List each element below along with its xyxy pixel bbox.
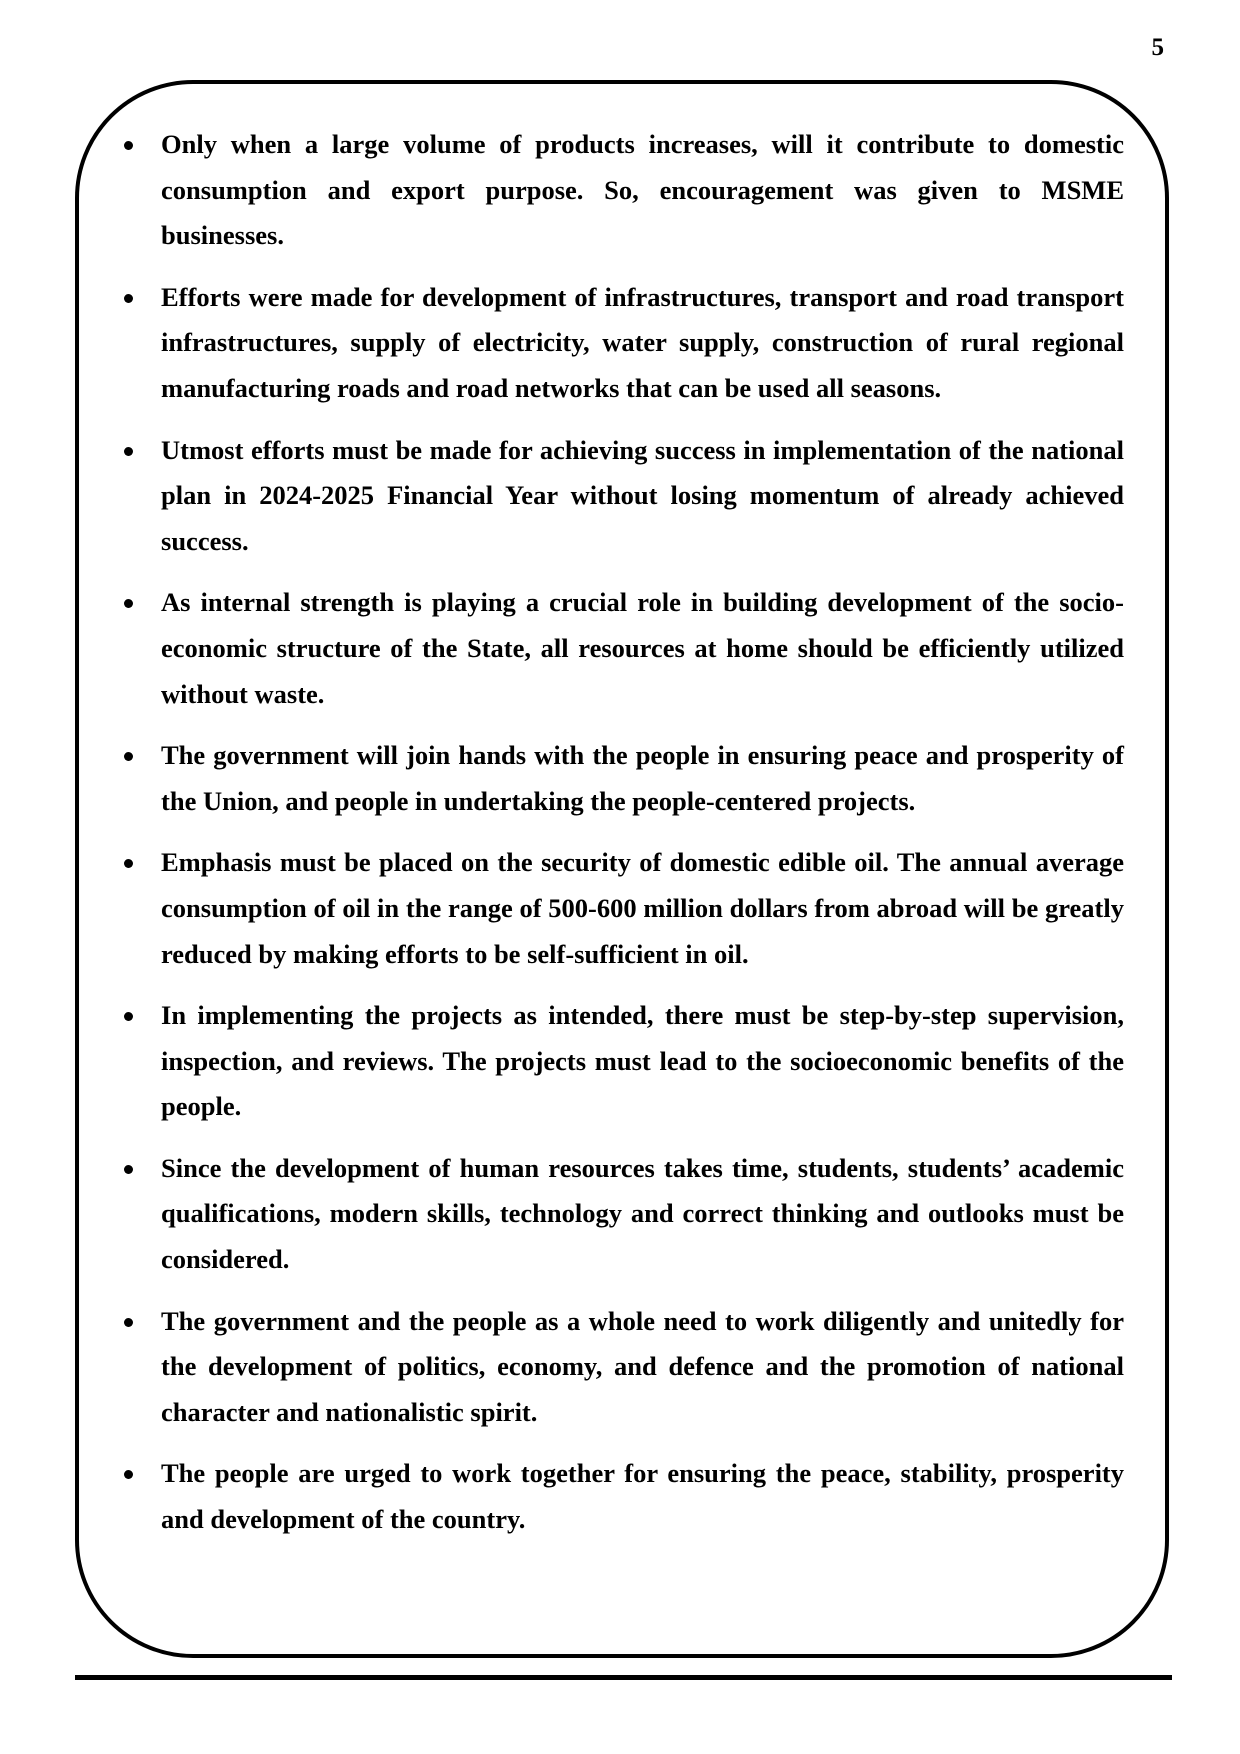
list-item <box>120 428 1124 565</box>
bullet-text: Utmost efforts must be made for achieving success in implementation of the national plan in 2024-2025 Financial Year without losing momentum of already achieved success. <box>161 434 1124 556</box>
bullet-text: The people are urged to work together for ensuring the peace, stability, prosperity and development of the country. <box>161 1458 1124 1535</box>
list-item <box>120 122 1124 259</box>
list-item <box>120 1299 1124 1436</box>
bullet-icon <box>124 1165 133 1174</box>
bullet-text: Since the development of human resources takes time, students, students’ academic qualifications, modern skills, technology and correct thinking and outlooks must be considered. <box>161 1152 1124 1275</box>
list-item <box>120 580 1124 717</box>
bullet-text: As internal strength is playing a crucial role in building development of the socio-economic structure of the State, all resources at home should be efficiently utilized without waste. <box>161 587 1124 709</box>
bullet-icon <box>124 1318 133 1327</box>
page-number: 5 <box>1151 34 1164 61</box>
bullet-text: Efforts were made for development of infrastructures, transport and road transport infrastructures, supply of electricity, water supply, construction of rural regional manufacturing roads and road networks that can be used all seasons. <box>161 281 1124 403</box>
bullet-icon <box>124 447 133 456</box>
list-item <box>120 1146 1124 1283</box>
bullet-text: In implementing the projects as intended, there must be step-by-step supervision, inspection, and reviews. The projects must lead to the socioeconomic benefits of the people. <box>161 1000 1124 1122</box>
bullet-icon <box>124 294 133 303</box>
list-item <box>120 840 1124 977</box>
footer-rule <box>75 1675 1172 1680</box>
bullet-list <box>120 122 1124 1559</box>
bullet-icon <box>124 1470 133 1479</box>
bullet-text: The government and the people as a whole need to work diligently and unitedly for the development of politics, economy, and defence and the promotion of national character and nationalistic spirit. <box>161 1305 1124 1427</box>
bullet-icon <box>124 141 133 150</box>
bullet-icon <box>124 752 133 761</box>
list-item <box>120 993 1124 1130</box>
bullet-icon <box>124 599 133 608</box>
list-item <box>120 733 1124 824</box>
list-item <box>120 275 1124 412</box>
bullet-icon <box>124 859 133 868</box>
bullet-text: The government will join hands with the people in ensuring peace and prosperity of the Union, and people in undertaking the people-centered projects. <box>161 740 1124 816</box>
bullet-text: Only when a large volume of products increases, will it contribute to domestic consumption and export purpose. So, encouragement was given to MSME businesses. <box>161 129 1124 251</box>
bullet-text: Emphasis must be placed on the security of domestic edible oil. The annual average consumption of oil in the range of 500-600 million dollars from abroad will be greatly reduced by making efforts to be self-sufficient in oil. <box>161 847 1124 969</box>
bullet-icon <box>124 1012 133 1021</box>
list-item <box>120 1451 1124 1542</box>
